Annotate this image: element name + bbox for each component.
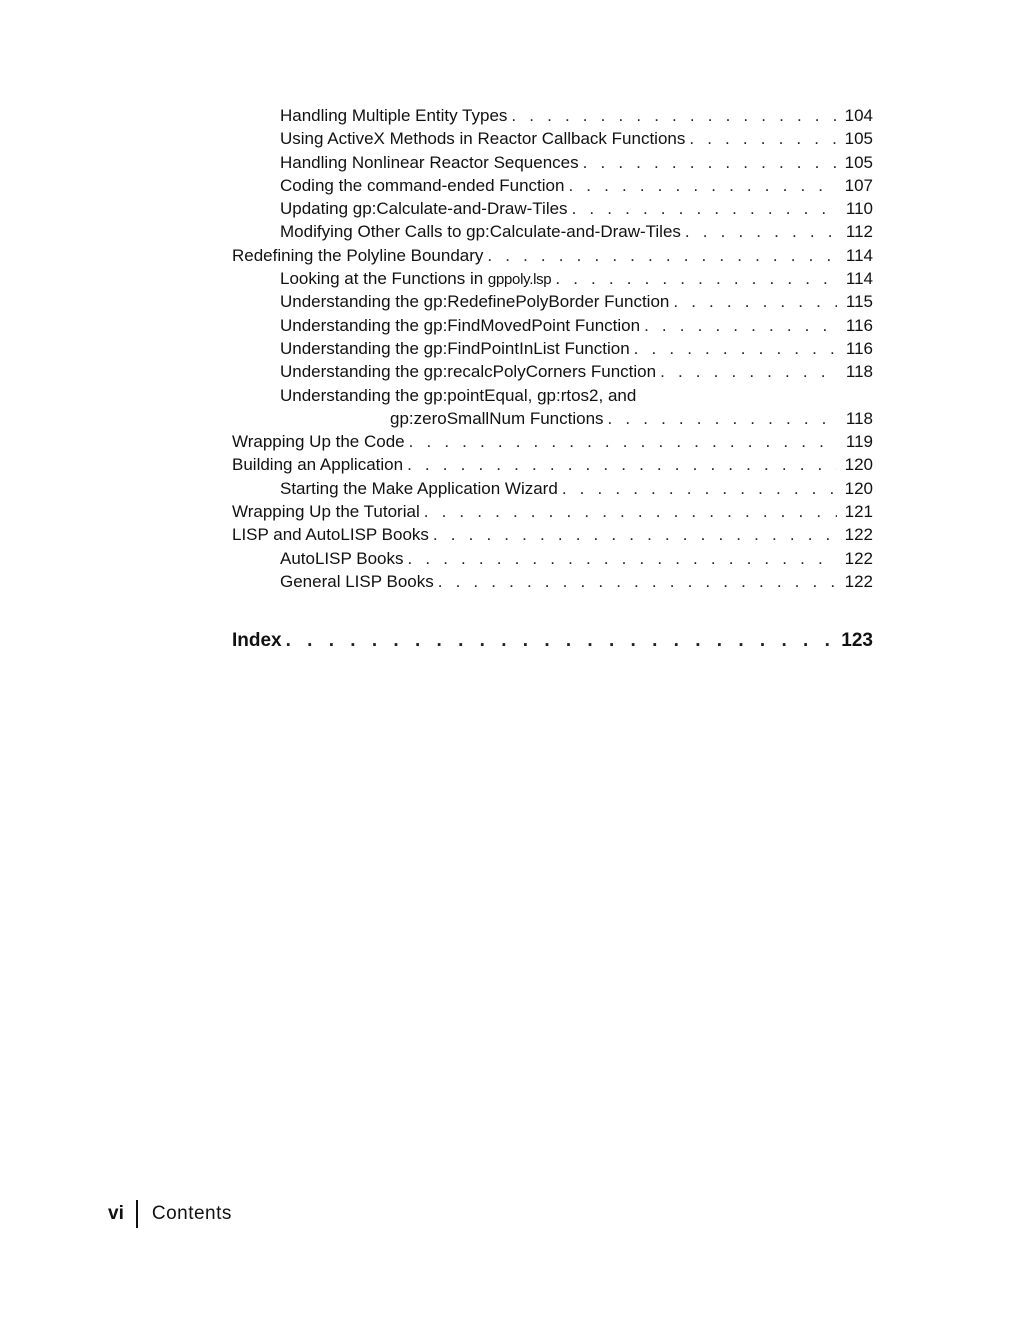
footer-page-number: vi [108,1203,124,1224]
toc-entry-page: 120 [844,455,873,475]
toc-leader-dots [634,337,837,360]
toc-entry[interactable] [232,244,873,267]
toc-entry-title: Modifying Other Calls to gp:Calculate-and-Draw-Tiles [280,222,681,242]
page-footer [108,1200,232,1228]
toc-entry-page: 118 [845,408,873,428]
toc-entry-title: AutoLISP Books [280,548,404,568]
toc-entry[interactable] [232,477,873,500]
toc-leader-dots [407,453,837,476]
toc-index-title: Index [232,630,282,652]
toc-entry-page: 118 [845,362,873,382]
toc-entry-title: Coding the command-ended Function [280,175,565,195]
toc-entry[interactable] [232,314,873,337]
toc-entry[interactable] [232,407,873,430]
toc-leader-dots [660,360,837,383]
toc-entry-title: Wrapping Up the Code [232,432,405,452]
toc-leader-dots [409,430,837,453]
toc-entry[interactable] [232,337,873,360]
toc-leader-dots [286,627,840,655]
toc-entry-title: Understanding the gp:FindPointInList Function [280,338,630,358]
toc-entry-title: Understanding the gp:pointEqual, gp:rtos2, and [280,385,637,405]
toc-entry[interactable] [232,290,873,313]
toc-entry-title: Understanding the gp:RedefinePolyBorder Function [280,292,670,312]
toc-entry[interactable] [232,104,873,127]
toc-entry-title: Building an Application [232,455,404,475]
toc-entry[interactable] [232,197,873,220]
toc-entry[interactable] [232,267,873,290]
toc-entry-title: Handling Multiple Entity Types [280,106,508,125]
toc-entry-page: 114 [845,269,873,289]
toc-entry-title: Updating gp:Calculate-and-Draw-Tiles [280,199,568,219]
toc-entry[interactable] [232,151,873,174]
toc-entry-filename: gppoly.lsp [487,271,552,289]
toc-entry[interactable] [232,570,873,593]
toc-entry[interactable] [232,523,873,546]
toc-leader-dots [568,174,837,197]
toc-leader-dots [689,127,837,150]
toc-entry[interactable] [232,220,873,243]
toc-entry-page: 121 [844,502,873,522]
toc-entry-title: Using ActiveX Methods in Reactor Callback Functions [280,129,686,149]
toc-entry-title: Understanding the gp:recalcPolyCorners Function [280,362,657,382]
toc-leader-dots [562,477,837,500]
toc-entry-page: 104 [844,106,873,125]
toc-entry-page: 116 [845,315,873,335]
toc-leader-dots [555,267,837,290]
toc-entry-title: Understanding the gp:FindMovedPoint Function [280,315,641,335]
toc-entry-title: gp:zeroSmallNum Functions [390,408,604,428]
toc-entry-page: 114 [845,245,873,265]
toc-entry-page: 107 [844,175,873,195]
footer-divider [136,1200,138,1228]
toc-entry-title: Redefining the Polyline Boundary [232,245,484,265]
toc-entry-title: LISP and AutoLISP Books [232,525,429,545]
toc-entry-title: Looking at the Functions in gppoly.lsp [280,269,552,289]
toc-entry-page: 119 [845,432,873,452]
toc-entry-title: Starting the Make Application Wizard [280,478,558,498]
toc-entry-page: 110 [845,199,873,219]
toc-leader-dots [608,407,837,430]
toc-spacer [232,593,873,627]
footer-section-label: Contents [151,1203,232,1224]
toc-entry[interactable] [232,430,873,453]
toc-leader-dots [685,220,837,243]
toc-leader-dots [644,314,837,337]
toc-entry[interactable] [232,360,873,383]
toc-leader-dots [673,290,837,313]
toc-leader-dots [511,104,837,127]
toc-entry-title: General LISP Books [280,571,434,591]
toc-leader-dots [572,197,837,220]
toc-entry-page: 105 [844,152,873,172]
toc-leader-dots [583,151,837,174]
toc-leader-dots [424,500,837,523]
toc-leader-dots [408,547,838,570]
toc-entry[interactable] [232,384,873,407]
toc-index-entry[interactable] [232,627,873,655]
toc-entry-page: 112 [845,222,873,242]
toc-entry[interactable] [232,500,873,523]
toc-entry-page: 115 [845,292,873,312]
toc-entry-page: 105 [844,129,873,149]
toc-entry-page: 122 [844,525,873,545]
toc-entry-page: 120 [844,478,873,498]
toc-entry-page: 116 [845,338,873,358]
toc-entry-title: Handling Nonlinear Reactor Sequences [280,152,579,172]
toc-entry[interactable] [232,453,873,476]
table-of-contents [232,104,873,655]
toc-leader-dots [438,570,837,593]
toc-entry-page: 122 [844,571,873,591]
toc-entry-page: 122 [844,548,873,568]
toc-leader-dots [433,523,837,546]
toc-entry[interactable] [232,547,873,570]
toc-leader-dots [487,244,837,267]
toc-entry[interactable] [232,127,873,150]
toc-index-page: 123 [841,630,873,652]
toc-entry-title: Wrapping Up the Tutorial [232,502,420,522]
toc-entry[interactable] [232,174,873,197]
